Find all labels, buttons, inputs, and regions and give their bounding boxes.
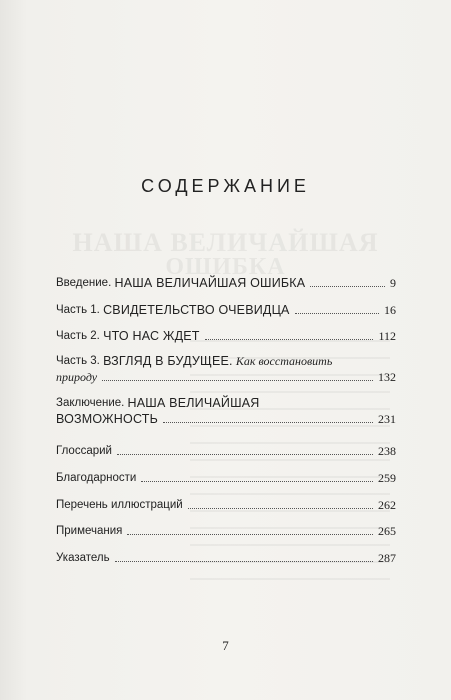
entry-page-number: 231 (378, 412, 396, 426)
entry-prefix: Часть 2. (56, 330, 100, 342)
dot-leader (295, 313, 379, 314)
entry-page-number: 259 (378, 471, 396, 485)
dot-leader (115, 561, 373, 562)
dot-leader (102, 380, 373, 381)
dot-leader (188, 508, 373, 509)
entry-heading: ВЗГЛЯД В БУДУЩЕЕ. (103, 354, 233, 368)
dot-leader (117, 454, 373, 455)
entry-page-number: 265 (378, 524, 396, 538)
toc-entry-acknowledgements[interactable] (56, 470, 396, 486)
entry-subtitle: Как восстановить (235, 354, 333, 368)
dot-leader (310, 286, 385, 287)
entry-heading: СВИДЕТЕЛЬСТВО ОЧЕВИДЦА (103, 303, 290, 317)
entry-page-number: 132 (378, 370, 396, 384)
toc-entry-index[interactable] (56, 550, 396, 566)
dot-leader (127, 534, 373, 535)
bleed-through-text: НАША ВЕЛИЧАЙШАЯ (72, 228, 379, 257)
toc-entry-introduction[interactable] (56, 275, 396, 291)
toc-entry-part-2[interactable] (56, 328, 396, 344)
entry-prefix: Введение. (56, 277, 112, 289)
entry-label: Глоссарий (56, 445, 112, 457)
entry-page-number: 112 (378, 329, 396, 343)
entry-prefix: Заключение. (56, 397, 125, 409)
entry-page-number: 16 (384, 303, 396, 317)
toc-entry-glossary[interactable] (56, 443, 396, 459)
page-number: 7 (222, 638, 229, 653)
toc-entry-conclusion[interactable] (56, 395, 396, 427)
entry-page-number: 238 (378, 444, 396, 458)
entry-label: Перечень иллюстраций (56, 499, 183, 511)
dot-leader (163, 422, 373, 423)
dot-leader (205, 339, 374, 340)
toc-entry-part-1[interactable] (56, 302, 396, 318)
toc-entry-notes[interactable] (56, 523, 396, 539)
toc-entry-part-3[interactable] (56, 353, 396, 385)
bleed-through-text: ОШИБКА (165, 254, 286, 280)
toc-entry-illustrations[interactable] (56, 497, 396, 513)
entry-prefix: Часть 3. (56, 355, 100, 367)
entry-page-number: 9 (390, 276, 396, 290)
entry-page-number: 287 (378, 551, 396, 565)
entry-label: Благодарности (56, 472, 137, 484)
page-title: СОДЕРЖАНИЕ (141, 176, 310, 196)
entry-heading: НАША ВЕЛИЧАЙШАЯ (127, 396, 260, 410)
entry-heading: НАША ВЕЛИЧАЙШАЯ ОШИБКА (114, 276, 306, 290)
entry-heading-continued: ВОЗМОЖНОСТЬ (56, 412, 158, 426)
entry-label: Примечания (56, 525, 123, 537)
entry-prefix: Часть 1. (56, 304, 100, 316)
entry-label: Указатель (56, 552, 110, 564)
dot-leader (141, 481, 373, 482)
entry-page-number: 262 (378, 498, 396, 512)
entry-subtitle-continued: природу (56, 370, 98, 384)
entry-heading: ЧТО НАС ЖДЕТ (103, 329, 200, 343)
